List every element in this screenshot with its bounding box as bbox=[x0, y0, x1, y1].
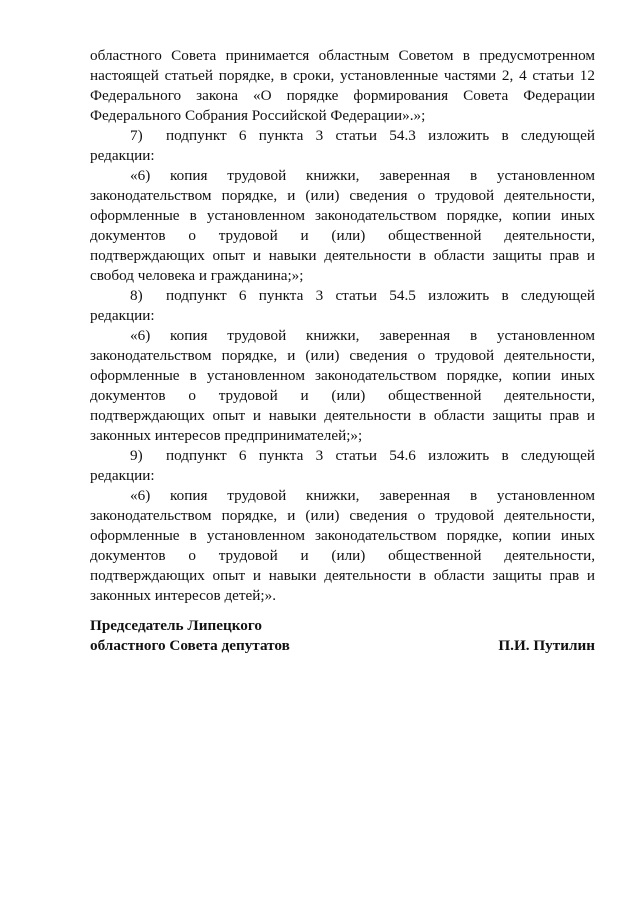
signatory-name: П.И. Путилин bbox=[498, 637, 595, 654]
signatory-title-line2: областного Совета депутатов bbox=[90, 637, 290, 654]
paragraph-text: «6) копия трудовой книжки, заверенная в установленном законодательством порядке, и (или) сведения о трудовой деятельности, оформленные в установленном законодательством порядке, копии иных документов о трудовой и (или) общественной деятельности, подтверждающих опыт и навыки деятельности в области защиты прав и свобод человека и гражданина;»; bbox=[90, 167, 595, 284]
paragraph-text: «6) копия трудовой книжки, заверенная в установленном законодательством порядке, и (или) сведения о трудовой деятельности, оформленные в установленном законодательством порядке, копии иных документов о трудовой и (или) общественной деятельности, подтверждающих опыт и навыки деятельности в области защиты прав и законных интересов предпринимателей;»; bbox=[90, 327, 595, 444]
item-number: 8) bbox=[130, 287, 143, 304]
paragraph-text: подпункт 6 пункта 3 статьи 54.6 изложить в следующей редакции: bbox=[90, 447, 595, 484]
amendment-text-8 bbox=[90, 326, 595, 446]
amendment-text-7 bbox=[90, 166, 595, 286]
paragraph-text: подпункт 6 пункта 3 статьи 54.5 изложить в следующей редакции: bbox=[90, 287, 595, 324]
item-number: 7) bbox=[130, 127, 143, 144]
amendment-text-9 bbox=[90, 486, 595, 606]
amendment-item-9 bbox=[90, 446, 595, 486]
document-body bbox=[90, 46, 595, 606]
paragraph-text: «6) копия трудовой книжки, заверенная в установленном законодательством порядке, и (или) сведения о трудовой деятельности, оформленные в установленном законодательством порядке, копии иных документов о трудовой и (или) общественной деятельности, подтверждающих опыт и навыки деятельности в области защиты прав и законных интересов детей;». bbox=[90, 487, 595, 604]
amendment-item-7 bbox=[90, 126, 595, 166]
signature-row bbox=[90, 636, 595, 656]
paragraph-text: областного Совета принимается областным Советом в предусмотренном настоящей статьей порядке, в сроки, установленные частями 2, 4 статьи 12 Федерального закона «О порядке формирования Совета Федерации Федерального Собрания Российской Федерации».»; bbox=[90, 47, 595, 124]
signatory-title-line1: Председатель Липецкого bbox=[90, 617, 262, 634]
paragraph-text: подпункт 6 пункта 3 статьи 54.3 изложить в следующей редакции: bbox=[90, 127, 595, 164]
amendment-item-8 bbox=[90, 286, 595, 326]
signature-block bbox=[90, 616, 595, 656]
paragraph-continuation bbox=[90, 46, 595, 126]
item-number: 9) bbox=[130, 447, 143, 464]
